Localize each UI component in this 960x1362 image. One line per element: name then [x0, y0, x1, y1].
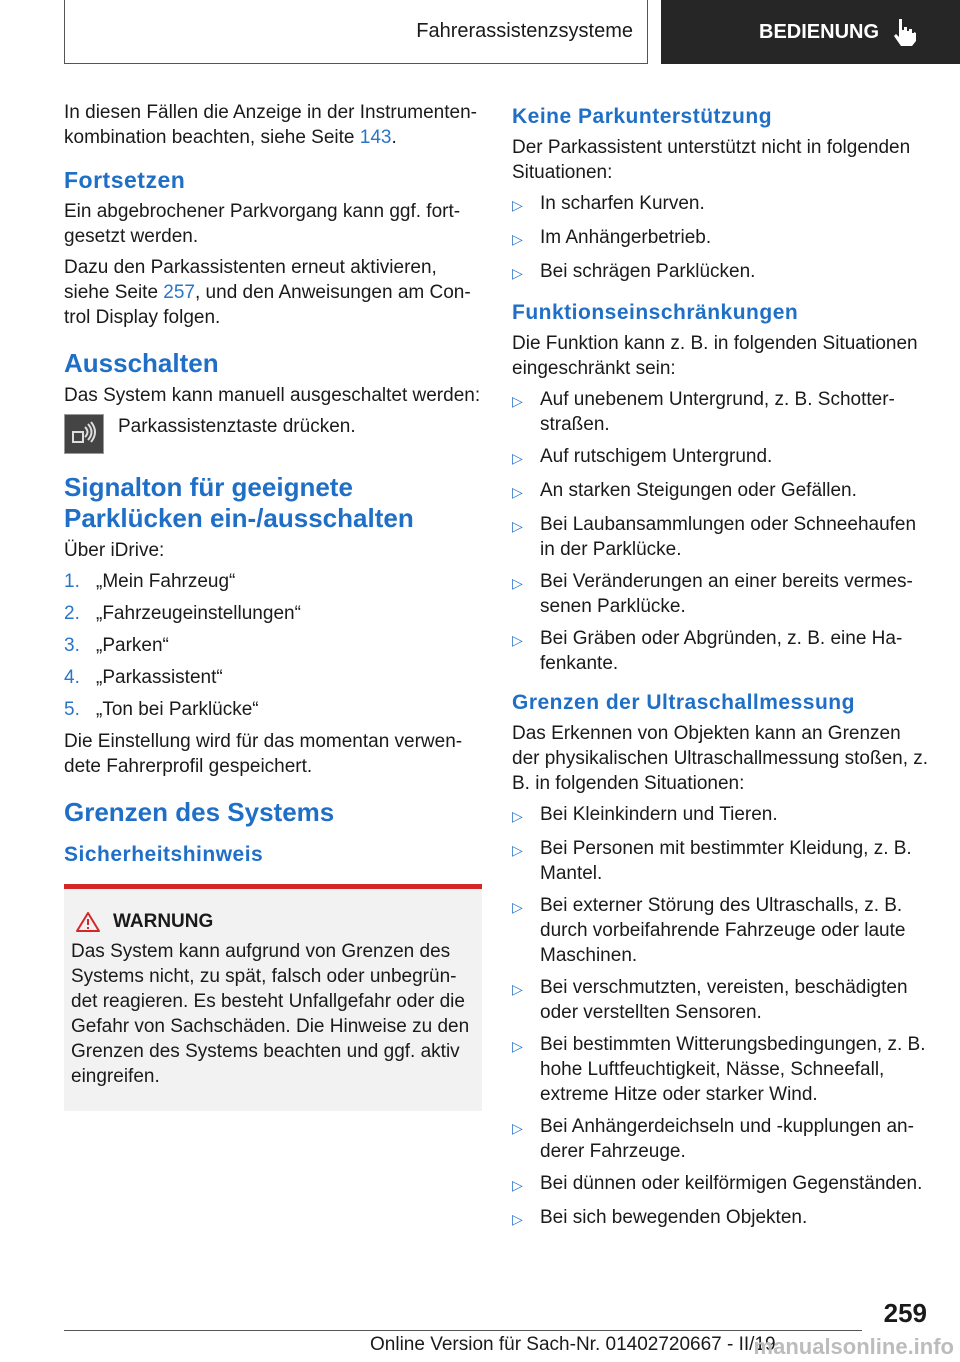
- heading-signalton: Signalton für geeignete Parklücken ein-/ausschalten: [64, 472, 414, 533]
- list-item: ▷ Bei dünnen oder keilförmigen Gegenständen.: [512, 1171, 930, 1198]
- triangle-bullet-icon: ▷: [512, 450, 523, 466]
- list-item: ▷ An starken Steigungen oder Gefällen.: [512, 478, 930, 505]
- list-item: ▷ In scharfen Kurven.: [512, 191, 930, 218]
- list-item: ▷ Bei Laubansammlungen oder Schneehaufen in der Parklücke.: [512, 514, 917, 560]
- triangle-bullet-icon: ▷: [512, 231, 523, 247]
- keine-paragraph: Der Parkassistent unterstützt nicht in folgenden Situationen:: [512, 137, 911, 183]
- heading-grenzen-ultraschallmessung: Grenzen der Ultraschallmessung: [512, 691, 855, 714]
- ausschalten-paragraph: Das System kann manuell ausgeschaltet werden:: [64, 385, 481, 406]
- idrive-intro: Über iDrive:: [64, 540, 165, 561]
- chapter-title: BEDIENUNG: [759, 20, 880, 43]
- warning-box: [64, 884, 482, 1111]
- list-item: 4. „Parkassistent“: [64, 667, 223, 688]
- funk-list: [512, 387, 930, 676]
- heading-keine-parkunterstuetzung: Keine Parkunterstützung: [512, 105, 773, 128]
- triangle-bullet-icon: ▷: [512, 575, 523, 591]
- list-item: ▷ Bei Personen mit bestimmter Kleidung, z. B. Mantel.: [512, 838, 912, 884]
- page-number: 259: [883, 1298, 927, 1328]
- warning-text: Das System kann aufgrund von Grenzen des Systems nicht, zu spät, falsch oder unbegrün-det reagieren. Es besteht Unfallgefahr oder die Gefahr von Sachschäden. Die Hinweise zu den Grenzen des Systems beachten und ggf. aktiv eingreifen.: [71, 941, 470, 1087]
- heading-fortsetzen: Fortsetzen: [64, 167, 186, 193]
- funk-paragraph: Die Funktion kann z. B. in folgenden Situationen eingeschränkt sein:: [512, 333, 918, 379]
- triangle-bullet-icon: ▷: [512, 1120, 523, 1136]
- page-link-143[interactable]: 143: [359, 127, 392, 148]
- keine-list: [512, 191, 930, 286]
- right-column: [512, 100, 930, 1239]
- list-item: ▷ Auf unebenem Untergrund, z. B. Schotter-straßen.: [512, 389, 895, 435]
- list-item: 5. „Ton bei Parklücke“: [64, 699, 259, 720]
- intro-paragraph: In diesen Fällen die Anzeige in der Instrumenten-kombination beachten, siehe Seite 143.: [64, 102, 477, 148]
- list-item: ▷ Bei schrägen Parklücken.: [512, 259, 930, 286]
- pointing-hand-icon: [891, 17, 917, 47]
- left-column: [64, 100, 482, 1111]
- list-item: ▷ Bei externer Störung des Ultraschalls, z. B. durch vorbeifahrende Fahrzeuge oder laute Maschinen.: [512, 895, 906, 966]
- triangle-bullet-icon: ▷: [512, 1211, 523, 1227]
- list-item: ▷ Bei bestimmten Witterungsbedingungen, z. B. hohe Luftfeuchtigkeit, Nässe, Schneefall, extreme Hitze oder starker Wind.: [512, 1034, 926, 1105]
- triangle-bullet-icon: ▷: [512, 1177, 523, 1193]
- triangle-bullet-icon: ▷: [512, 981, 523, 997]
- heading-ausschalten: Ausschalten: [64, 348, 219, 378]
- watermark: manualsonline.info: [753, 1334, 954, 1359]
- running-header-chapter: [661, 0, 960, 64]
- park-assist-button-icon: [64, 414, 104, 454]
- list-item: ▷ Bei Gräben oder Abgründen, z. B. eine Ha-fenkante.: [512, 628, 903, 674]
- key-instruction-text: Parkassistenztaste drücken.: [118, 416, 356, 437]
- list-item: ▷ Bei Anhängerdeichseln und -kupplungen an-derer Fahrzeuge.: [512, 1116, 914, 1162]
- triangle-bullet-icon: ▷: [512, 632, 523, 648]
- triangle-bullet-icon: ▷: [512, 808, 523, 824]
- list-item: ▷ Bei sich bewegenden Objekten.: [512, 1205, 930, 1232]
- list-item: ▷ Bei Veränderungen an einer bereits vermes-senen Parklücke.: [512, 571, 913, 617]
- list-item: ▷ Bei Kleinkindern und Tieren.: [512, 802, 930, 829]
- footer-version: Online Version für Sach-Nr. 01402720667 - II/19: [370, 1334, 776, 1355]
- section-title: Fahrerassistenzsysteme: [416, 20, 633, 42]
- heading-funktionseinschraenkungen: Funktionseinschränkungen: [512, 301, 799, 324]
- list-item: 1. „Mein Fahrzeug“: [64, 571, 236, 592]
- footer-divider: [64, 1330, 862, 1331]
- ultra-paragraph: Das Erkennen von Objekten kann an Grenzen der physikalischen Ultraschallmessung stoßen, z. B. in folgenden Situationen:: [512, 723, 929, 794]
- fortsetzen-paragraph-2: Dazu den Parkassistenten erneut aktivieren, siehe Seite 257, und den Anweisungen am Con-trol Display folgen.: [64, 257, 471, 328]
- running-header-section: [64, 0, 648, 64]
- heading-grenzen-des-systems: Grenzen des Systems: [64, 797, 335, 827]
- ultra-list: [512, 802, 930, 1232]
- triangle-bullet-icon: ▷: [512, 899, 523, 915]
- triangle-bullet-icon: ▷: [512, 265, 523, 281]
- list-item: ▷ Bei verschmutzten, vereisten, beschädigten oder verstellten Sensoren.: [512, 977, 908, 1023]
- list-item: 2. „Fahrzeugeinstellungen“: [64, 603, 301, 624]
- triangle-bullet-icon: ▷: [512, 484, 523, 500]
- list-item: ▷ Im Anhängerbetrieb.: [512, 225, 930, 252]
- triangle-bullet-icon: ▷: [512, 1038, 523, 1054]
- setting-saved-paragraph: Die Einstellung wird für das momentan verwen-dete Fahrerprofil gespeichert.: [64, 731, 463, 777]
- list-item: ▷ Auf rutschigem Untergrund.: [512, 444, 930, 471]
- list-item: 3. „Parken“: [64, 635, 169, 656]
- fortsetzen-paragraph-1: Ein abgebrochener Parkvorgang kann ggf. fort-gesetzt werden.: [64, 201, 461, 247]
- triangle-bullet-icon: ▷: [512, 393, 523, 409]
- heading-sicherheitshinweis: Sicherheitshinweis: [64, 843, 264, 866]
- warning-triangle-icon: [75, 911, 101, 933]
- idrive-steps: [64, 569, 482, 722]
- warning-heading: [71, 911, 474, 933]
- triangle-bullet-icon: ▷: [512, 842, 523, 858]
- triangle-bullet-icon: ▷: [512, 197, 523, 213]
- page-link-257[interactable]: 257: [163, 282, 195, 303]
- triangle-bullet-icon: ▷: [512, 518, 523, 534]
- key-instruction: [64, 414, 482, 454]
- warning-title: WARNUNG: [113, 911, 214, 932]
